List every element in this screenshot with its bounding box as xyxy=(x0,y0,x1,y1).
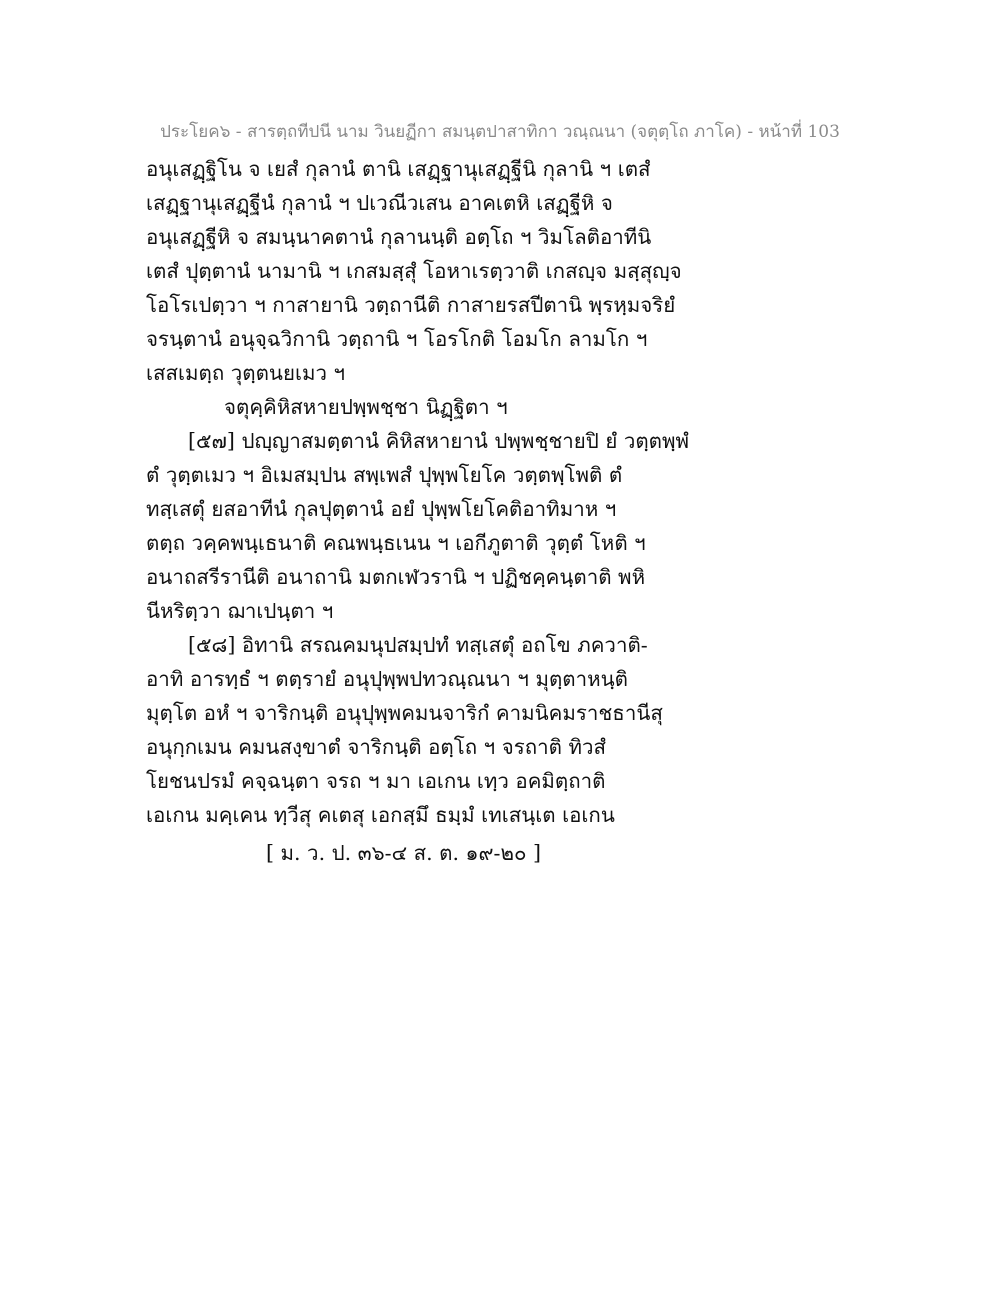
paragraph-57-line: นีหริตฺวา ฌาเปนฺตา ฯ xyxy=(146,599,334,623)
paragraph-58-line: โยชนปรมํ คจฺฉนฺตา จรถ ฯ มา เอเกน เทฺว อคมิตฺถาติ xyxy=(146,769,606,793)
paragraph-57-line: ตํ วุตฺตเมว ฯ อิเมสมฺปน สพฺเพสํ ปุพฺพโยโค วตฺตพฺโพติ ตํ xyxy=(146,463,623,487)
paragraph-58-line: เอเกน มคฺเคน ทฺวีสุ คเตสุ เอกสฺมึ ธมฺมํ เทเสนฺเต เอเกน xyxy=(146,803,615,827)
text-line: อนุเสฏฺฐีหิ จ สมนฺนาคตานํ กุลานนฺติ อตฺโถ ฯ วิมโลติอาทีนิ xyxy=(146,225,652,249)
text-line: โอโรเปตฺวา ฯ กาสายานิ วตฺถานีติ กาสายรสปีตานิ พฺรหฺมจริยํ xyxy=(146,293,676,317)
page-header: ประโยค๖ - สารตฺถทีปนี นาม วินยฏีกา สมนฺตปาสาทิกา วณฺณนา (จตุตฺโถ ภาโค) - หน้าที่ 103 xyxy=(160,122,840,142)
document-body xyxy=(146,152,706,870)
paragraph-58-line: อาทิ อารทฺธํ ฯ ตตฺรายํ อนุปุพฺพปทวณฺณนา ฯ มุตฺตาหนฺติ xyxy=(146,667,628,691)
section-title: จตุคฺคิหิสหายปพฺพชฺชา นิฏฺฐิตา ฯ xyxy=(224,395,508,419)
paragraph-58-line: มุตฺโต อหํ ฯ จาริกนฺติ อนุปุพฺพคมนจาริกํ คามนิคมราชธานีสุ xyxy=(146,701,663,725)
text-line: อนุเสฏฺฐิโน จ เยสํ กุลานํ ตานิ เสฏฺฐานุเสฏฺฐีนิ กุลานิ ฯ เตสํ xyxy=(146,157,651,181)
text-line: จรนฺตานํ อนุจฺฉวิกานิ วตฺถานิ ฯ โอรโกติ โอมโก ลามโก ฯ xyxy=(146,327,648,351)
paragraph-57-line: ตตฺถ วคฺคพนฺเธนาติ คณพนฺธเนน ฯ เอกีภูตาติ วุตฺตํ โหติ ฯ xyxy=(146,531,646,555)
paragraph-57-line: อนาถสรีรานีติ อนาถานิ มตกเฬวรานิ ฯ ปฏิชคฺคนฺตาติ พหิ xyxy=(146,565,646,589)
paragraph-57-line: [๕๗] ปญฺญาสมตฺตานํ คิหิสหายานํ ปพฺพชฺชายปิ ยํ วตฺตพฺพํ xyxy=(188,429,690,453)
text-line: เตสํ ปุตฺตานํ นามานิ ฯ เกสมสฺสุํ โอหาเรตฺวาติ เกสญฺจ มสฺสุญฺจ xyxy=(146,259,682,283)
text-line: เสฏฺฐานุเสฏฺฐีนํ กุลานํ ฯ ปเวณีวเสน อาคเตหิ เสฏฺฐีหิ จ xyxy=(146,191,613,215)
citation: [ ม. ว. ป. ๓๖-๔ ส. ต. ๑๙-๒๐ ] xyxy=(266,841,542,865)
paragraph-58-line: [๕๘] อิทานิ สรณคมนุปสมฺปทํ ทสฺเสตุํ อถโข ภควาติ- xyxy=(188,633,648,657)
text-line: เสสเมตฺถ วุตฺตนยเมว ฯ xyxy=(146,361,346,385)
paragraph-58-line: อนุกฺกเมน คมนสงฺขาตํ จาริกนฺติ อตฺโถ ฯ จรถาติ ทิวสํ xyxy=(146,735,607,759)
paragraph-57-line: ทสฺเสตุํ ยสอาทีนํ กุลปุตฺตานํ อยํ ปุพฺพโยโคติอาทิมาห ฯ xyxy=(146,497,617,521)
